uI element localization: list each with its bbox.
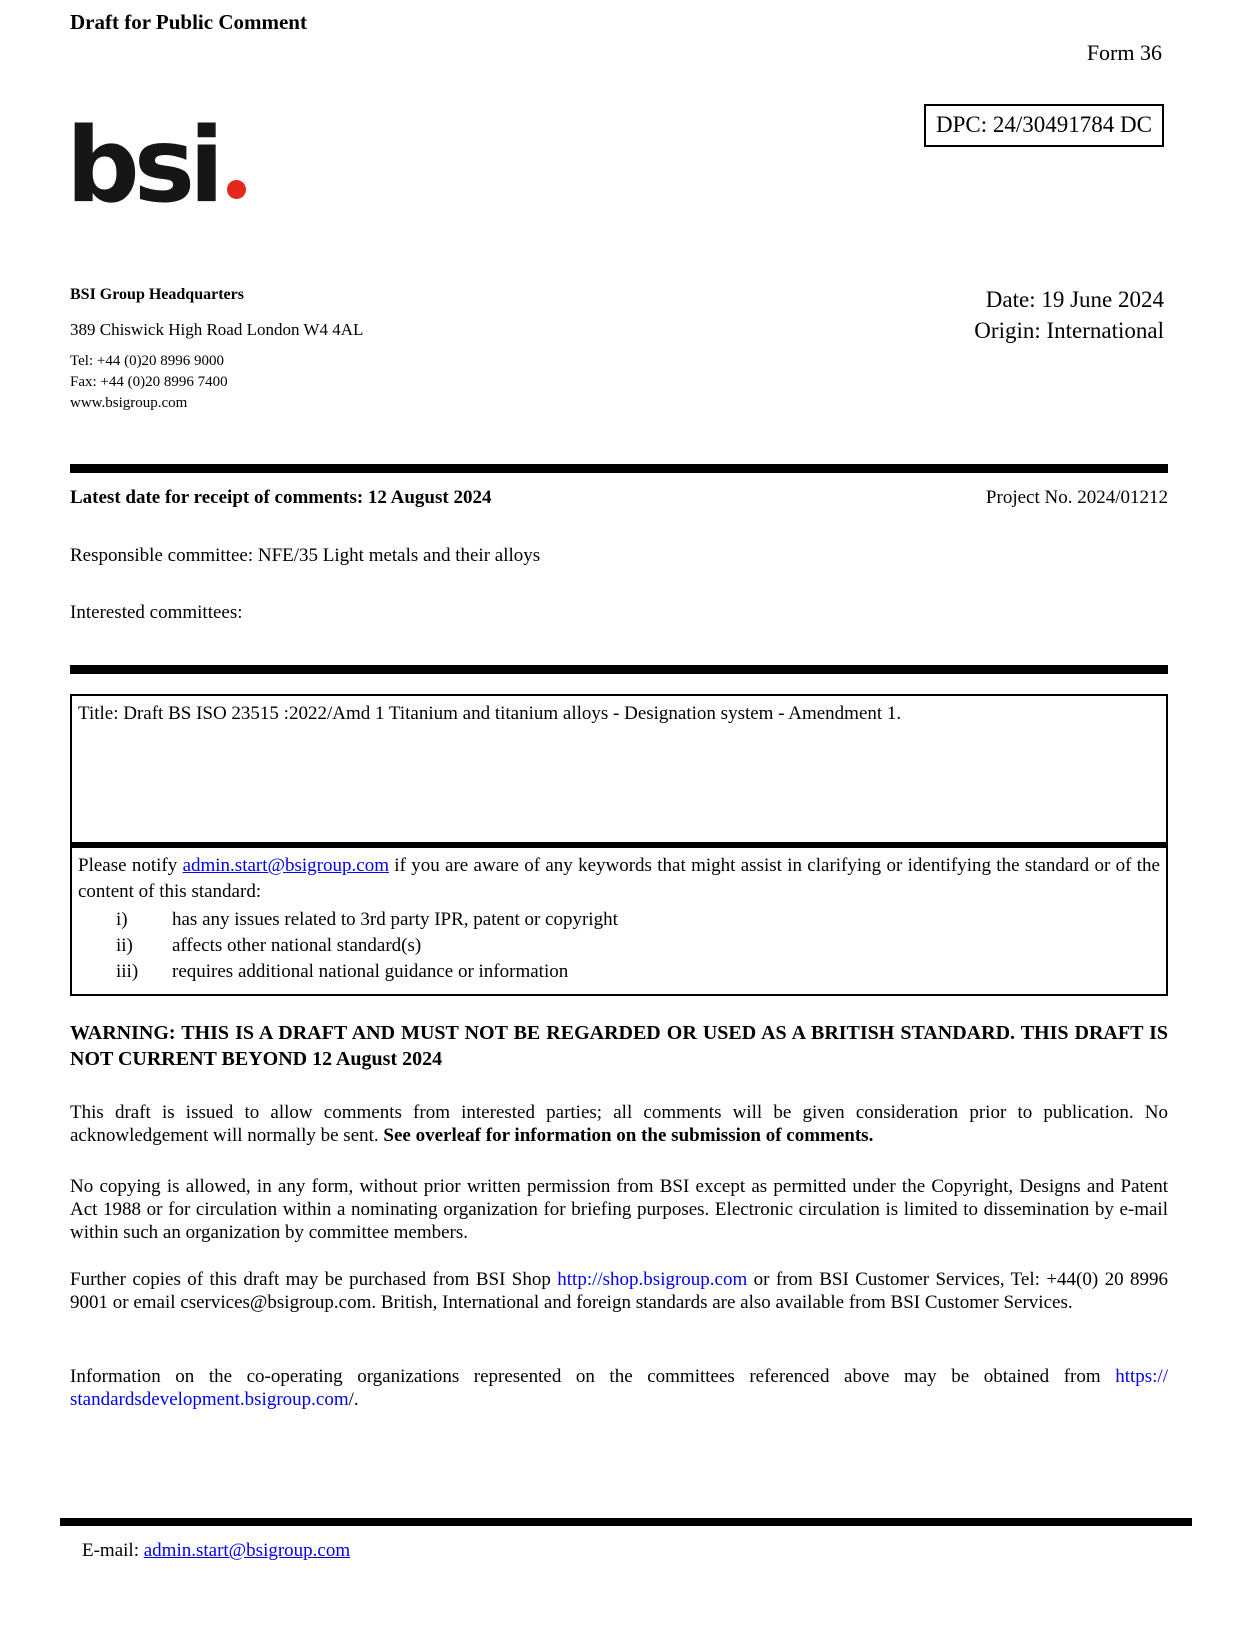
hyperlink[interactable]: admin.start@bsigroup.com xyxy=(182,855,389,876)
hq-website: www.bsigroup.com xyxy=(70,395,188,411)
hyperlink[interactable]: https:// xyxy=(1115,1366,1168,1387)
email-line xyxy=(82,1540,350,1562)
notify-intro xyxy=(78,853,1160,905)
classification-label: Draft for Public Comment xyxy=(70,10,307,34)
text-run: No copying is allowed, in any form, without prior written permission from BSI except as permitted under the Copyright, Designs and Patent Act 1988 or for circulation within a nominating organization for briefing purposes. Electronic circulation is limited to dissemination by e-mail within such an organization by committee members. xyxy=(70,1176,1168,1243)
notify-item xyxy=(78,933,1160,959)
text-run: /. xyxy=(348,1389,359,1410)
text-run: if you are aware of any keywords that might assist in clarifying or identifying the standard or of the content of this standard: xyxy=(78,855,1160,902)
notify-item-text: requires additional national guidance or information xyxy=(172,961,569,982)
notify-item xyxy=(78,907,1160,933)
notify-item-text: affects other national standard(s) xyxy=(172,935,422,956)
notify-item-number: iii) xyxy=(116,961,139,982)
text-run: Further copies of this draft may be purchased from BSI Shop xyxy=(70,1269,558,1290)
horizontal-rule-footer xyxy=(60,1518,1192,1526)
text-run: This draft is issued to allow comments from interested parties; all comments will be given consideration prior to publication. No acknowledgement will normally be sent. xyxy=(70,1102,1168,1146)
title-box xyxy=(70,694,1168,844)
horizontal-rule-top xyxy=(70,464,1168,473)
form-number: Form 36 xyxy=(1086,40,1162,65)
interested-committees-line: Interested committees: xyxy=(70,602,243,623)
hq-name: BSI Group Headquarters xyxy=(70,286,244,303)
notify-item-number: ii) xyxy=(116,935,133,956)
email-link[interactable]: admin.start@bsigroup.com xyxy=(143,1540,351,1561)
text-run: or from BSI Customer Services, Tel: +44(0) 20 8996 9001 or email cservices@bsigroup.com. British, International and foreign standards are also available from BSI Customer Services. xyxy=(70,1269,1168,1313)
notify-item-text: has any issues related to 3rd party IPR, patent or copyright xyxy=(172,909,618,930)
headquarters-block xyxy=(70,284,363,414)
notify-item-number: i) xyxy=(116,909,128,930)
bsi-logo xyxy=(66,106,246,226)
body-paragraph-copyright xyxy=(70,1175,1168,1244)
text-run: Information on the co-operating organizations represented on the committees referenced above may be obtained from xyxy=(70,1366,1116,1387)
bsi-logo-red-dot-icon xyxy=(227,180,246,199)
standard-title: Title: Draft BS ISO 23515 :2022/Amd 1 Titanium and titanium alloys - Designation system - Amendment 1. xyxy=(78,703,902,724)
keyword-notify-box xyxy=(70,844,1168,996)
text-run: Please notify xyxy=(78,855,183,876)
bsi-logo-text: bsi xyxy=(66,106,219,226)
project-number: Project No. 2024/01212 xyxy=(985,487,1168,508)
hyperlink[interactable]: http://shop.bsigroup.com xyxy=(557,1269,748,1290)
date-origin-block xyxy=(974,284,1164,346)
email-label: E-mail: xyxy=(82,1540,144,1561)
body-paragraph-organizations xyxy=(70,1365,1168,1411)
horizontal-rule-middle xyxy=(70,665,1168,674)
body-paragraph-purchase xyxy=(70,1268,1168,1314)
text-run: See overleaf for information on the submission of comments. xyxy=(383,1125,874,1146)
latest-date-line: Latest date for receipt of comments: 12 August 2024 xyxy=(70,487,492,508)
hq-tel: Tel: +44 (0)20 8996 9000 xyxy=(70,353,225,369)
comments-deadline-row xyxy=(70,487,1168,509)
responsible-committee-line: Responsible committee: NFE/35 Light metals and their alloys xyxy=(70,545,541,566)
dpc-number-box xyxy=(924,104,1164,147)
date-value: Date: 19 June 2024 xyxy=(985,287,1164,312)
origin-value: Origin: International xyxy=(974,318,1164,343)
hq-address: 389 Chiswick High Road London W4 4AL xyxy=(70,320,364,339)
notify-list xyxy=(78,907,1160,985)
warning-text: WARNING: THIS IS A DRAFT AND MUST NOT BE REGARDED OR USED AS A BRITISH STANDARD. THIS DRAFT IS NOT CURRENT BEYOND 12 August 2024 xyxy=(70,1022,1168,1070)
notify-item xyxy=(78,959,1160,985)
dpc-number: DPC: 24/30491784 DC xyxy=(936,112,1152,137)
hyperlink[interactable]: standardsdevelopment.bsigroup.com xyxy=(70,1389,349,1410)
hq-fax: Fax: +44 (0)20 8996 7400 xyxy=(70,374,228,390)
body-paragraph-comments xyxy=(70,1101,1168,1147)
